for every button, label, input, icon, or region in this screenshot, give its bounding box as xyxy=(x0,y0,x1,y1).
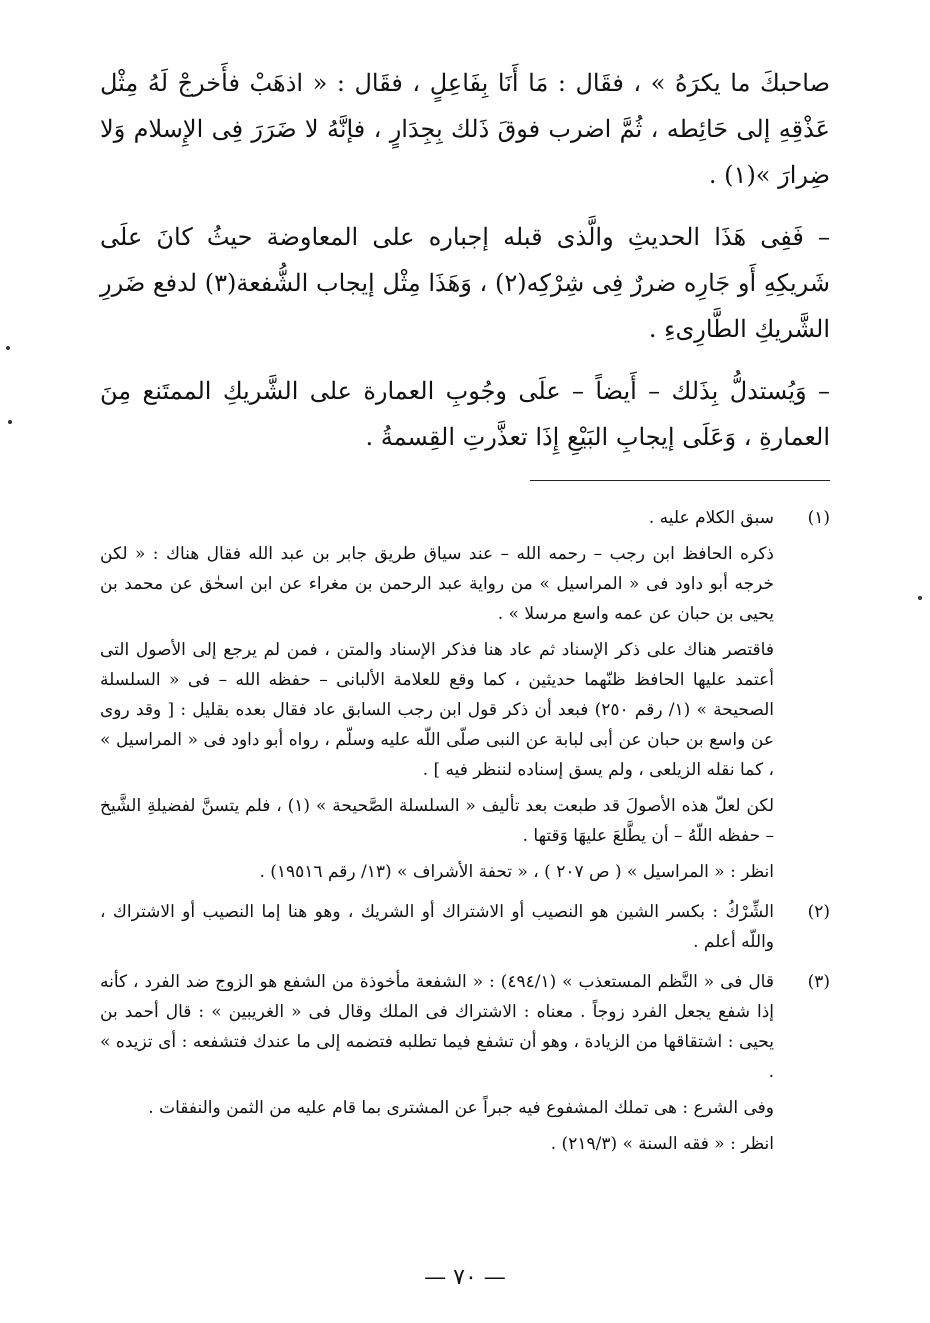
footnote-divider xyxy=(530,480,830,481)
main-paragraph-1: صاحبكَ ما يكرَهُ » ، فقَال : مَا أَنَا بِفَاعِلٍ ، فقَال : « اذهَبْ فأَخرجْ لَهُ مِثْل عَذْقِهِ إلى حَائِطه ، ثُمَّ اضرب فوقَ ذَلك بِجِدَارٍ ، فإنَّهُ لا ضَرَرَ فِى الإِسلام وَلا ضِرارَ »(١) . xyxy=(100,69,830,189)
footnote-paragraph: وفى الشرع : هى تملك المشفوع فيه جبراً عن المشترى بما قام عليه من الثمن والنفقات . xyxy=(148,1098,774,1118)
footnote-number: (١) xyxy=(807,508,830,528)
footnote-paragraph: قال فى « النَّظم المستعذب » (٤٩٤/١) : « الشفعة مأخوذة من الشفع هو الزوج ضد الفرد ، كأنه إذا شفع يجعل الفرد زوجاً . معناه : الاشتراك فى الملك وقال فى « الغريبين » : قال أحمد بن يحيى : اشتقاقها من الزيادة ، وهو أن تشفع فيما تطلبه فتضمه إلى ما عندك فتشفعه : أى تزيده » . xyxy=(100,972,774,1082)
footnote-paragraph: لكن لعلّ هذه الأصولَ قد طبعت بعد تأليف « السلسلة الصَّحيحة » (١) ، فلم يتسنَّ لفضيلةِ الشَّيخ – حفظه اللّهُ – أن يطَّلعَ عليهَا وَقتها . xyxy=(100,796,774,846)
footnote-paragraph: انظر : « فقه السنة » (٢١٩/٣) . xyxy=(550,1134,774,1154)
footnote-body xyxy=(100,897,774,963)
footnote-body xyxy=(100,967,774,1165)
page-content xyxy=(100,60,830,1169)
footnote-2 xyxy=(100,897,830,963)
scan-speck xyxy=(6,346,10,350)
main-paragraph-3: – وَيُستدلُّ بِذَلك – أَيضاً – علَى وجُوبِ العمارة على الشَّريكِ الممتَنع مِنَ العمارةِ ، وَعَلَى إيجابِ البَيْعِ إِذَا تعذَّرتِ القِسمةُ . xyxy=(100,377,830,451)
main-paragraph-2: – فَفِى هَذَا الحديثِ والَّذى قبله إجباره على المعاوضة حيثُ كانَ علَى شَريكِهِ أَو جَارِه ضررٌ فِى شِرْكِه(٢) ، وَهَذَا مِثْل إيجاب الشُّفعة(٣) لدفع ضَررِ الشَّريكِ الطَّارِىءِ . xyxy=(100,223,831,343)
page-number: — ٧٠ — xyxy=(424,1265,506,1290)
footnote-paragraph: الشِّرْكُ : بكسر الشين هو النصيب أو الاشتراك أو الشريك ، وهو هنا إما النصيب أو الاشتراك ، واللّه أعلم . xyxy=(100,902,774,952)
footnote-body xyxy=(100,503,774,893)
footnote-paragraph: سبق الكلام عليه . xyxy=(648,508,774,528)
footnote-paragraph: فاقتصر هناك على ذكر الإسناد ثم عاد هنا فذكر الإسناد والمتن ، فمن لم يرجع إلى الأصول التى أعتمد عليها الحافظ ظنّهما حديثين ، كما وقع للعلامة الألبانى – حفظه الله – فى « السلسلة الصحيحة » (١/ رقم ٢٥٠) فبعد أن ذكر قول ابن رجب السابق عاد فقال بعده بقليل : [ وقد روى عن واسع بن حبان عن أبى لبابة عن النبى صلّى اللّه عليه وسلّم ، رواه أبو داود فى « المراسيل » ، كما نقله الزيلعى ، ولم يسق إسناده لننظر فيه ] . xyxy=(100,640,774,780)
footnote-paragraph: انظر : « المراسيل » ( ص ٢٠٧ ) ، « تحفة الأشراف » (١٣/ رقم ١٩٥١٦) . xyxy=(259,862,774,882)
footnotes xyxy=(100,503,830,1165)
scan-speck xyxy=(918,596,922,600)
footnote-3 xyxy=(100,967,830,1165)
footnote-paragraph: ذكره الحافظ ابن رجب – رحمه الله – عند سياق طريق جابر بن عبد الله فقال هناك : « لكن خرجه أبو داود فى « المراسيل » من رواية عبد الرحمن بن مغراء عن ابن اسحٰق عن محمد بن يحيى بن حبان عن عمه واسع مرسلا » . xyxy=(100,544,774,624)
footnote-number: (٢) xyxy=(807,902,830,922)
footnote-1 xyxy=(100,503,830,893)
main-text xyxy=(100,60,830,460)
scan-speck xyxy=(8,420,12,424)
footnote-number: (٣) xyxy=(807,972,830,992)
